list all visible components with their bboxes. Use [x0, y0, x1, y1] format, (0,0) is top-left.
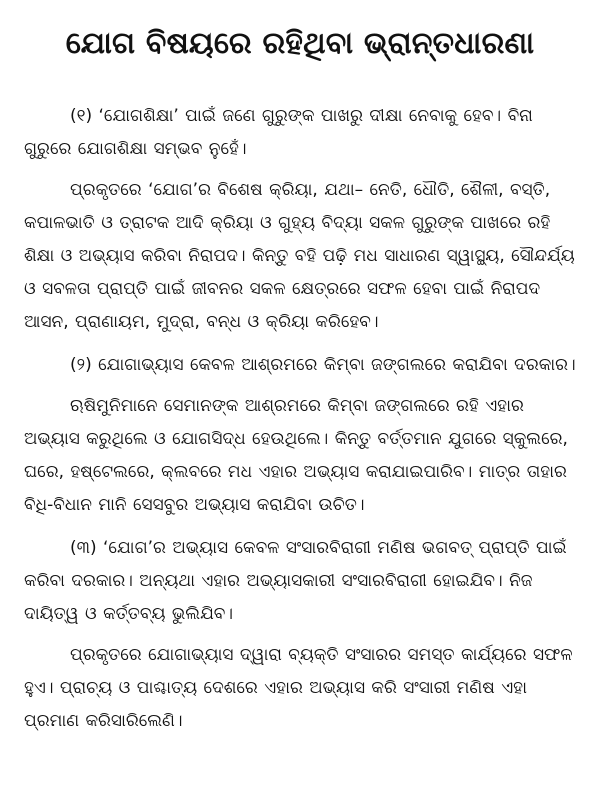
paragraph-explanation-3: ପ୍ରକୃତରେ ଯୋଗାଭ୍ୟାସ ଦ୍ୱାରା ବ୍ୟକ୍ତି ସଂସାରର ସମସ୍ତ କାର୍ଯ୍ୟରେ ସଫଳ ହୁଏ। ପ୍ରାଚ୍ୟ ଓ ପାଶ୍ଚାତ୍ୟ ଦେଶରେ ଏହାର ଅଭ୍ୟାସ କରି ସଂସାରୀ ମଣିଷ ଏହା ପ୍ରମାଣ କରିସାରିଲେଣି।	[24, 645, 573, 731]
paragraph-misconception-3: (୩) ‘ଯୋଗ’ର ଅଭ୍ୟାସ କେବଳ ସଂସାରବିରାଗୀ ମଣିଷ ଭଗବତ୍ ପ୍ରାପ୍ତି ପାଇଁ କରିବା ଦରକାର। ଅନ୍ୟଥା ଏହାର ଅଭ୍ୟାସକାରୀ ସଂସାରବିରାଗୀ ହୋଇଯିବ। ନିଜ ଦାୟିତ୍ୱ ଓ କର୍ତ୍ତବ୍ୟ ଭୁଲିଯିବ।	[24, 538, 567, 624]
paragraph-misconception-1: (୧) ‘ଯୋଗଶିକ୍ଷା’ ପାଇଁ ଜଣେ ଗୁରୁଙ୍କ ପାଖରୁ ଦୀକ୍ଷା ନେବାକୁ ହେବ। ବିନା ଗୁରୁରେ ଯୋଗଶିକ୍ଷା ସମ୍ଭବ ନୁହେଁ।	[24, 106, 533, 159]
paragraph-explanation-2: ଋଷିମୁନିମାନେ ସେମାନଙ୍କ ଆଶ୍ରମରେ କିମ୍ବା ଜଙ୍ଗଲରେ ରହି ଏହାର ଅଭ୍ୟାସ କରୁଥିଲେ ଓ ଯୋଗସିଦ୍ଧ ହେଉଥିଲେ। କିନ୍ତୁ ବର୍ତ୍ତମାନ ଯୁଗରେ ସ୍କୁଲରେ, ଘରେ, ହଷ୍ଟେଲରେ, କ୍ଲବରେ ମଧ ଏହାର ଅଭ୍ୟାସ କରାଯାଇପାରିବ। ମାତ୍ର ତାହାର ବିଧି-ବିଧାନ ମାନି ସେସବୁର ଅଭ୍ୟାସ କରାଯିବା ଉଚିତ।	[24, 396, 568, 515]
paragraph-explanation-1: ପ୍ରକୃତରେ ‘ଯୋଗ’ର ବିଶେଷ କ୍ରିୟା, ଯଥା– ନେତି, ଧୌତି, ଶୈଳୀ, ବସ୍ତି, କପାଳଭାତି ଓ ତ୍ରାଟକ ଆଦି କ୍ରିୟା ଓ ଗୁହ୍ୟ ବିଦ୍ୟା ସକଳ ଗୁରୁଙ୍କ ପାଖରେ ରହି ଶିକ୍ଷା ଓ ଅଭ୍ୟାସ କରିବା ନିରାପଦ। କିନ୍ତୁ ବହି ପଢ଼ି ମଧ ସାଧାରଣ ସ୍ୱାସ୍ଥ୍ୟ, ସୌନ୍ଦର୍ଯ୍ୟ ଓ ସବଳତା ପ୍ରାପ୍ତି ପାଇଁ ଜୀବନର ସକଳ କ୍ଷେତ୍ରରେ ସଫଳ ହେବା ପାଇଁ ନିରାପଦ ଆସନ, ପ୍ରାଣାୟମ, ମୁଦ୍ରା, ବନ୍ଧ ଓ କ୍ରିୟା କରିହେବ।	[24, 180, 575, 332]
paragraph-misconception-2: (୨) ଯୋଗାଭ୍ୟାସ କେବଳ ଆଶ୍ରମରେ କିମ୍ବା ଜଙ୍ଗଲରେ କରାଯିବା ଦରକାର।	[70, 355, 576, 375]
page-title: ଯୋଗ ବିଷୟରେ ରହିଥିବା ଭ୍ରାନ୍ତଧାରଣା	[65, 26, 535, 61]
